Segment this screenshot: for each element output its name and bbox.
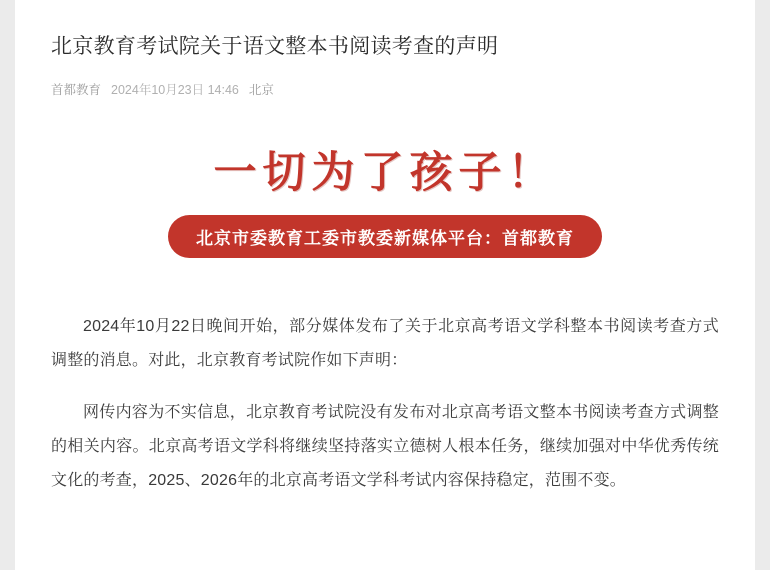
article-page	[15, 0, 755, 570]
article-body	[51, 310, 719, 498]
article-meta	[51, 80, 719, 98]
article-paragraph: 2024年10月22日晚间开始，部分媒体发布了关于北京高考语文学科整本书阅读考查方式调整的消息。对此，北京教育考试院作如下声明：	[51, 318, 719, 370]
banner-headline: 一切为了孩子！	[213, 148, 557, 199]
banner-platform-pill: 北京市委教育工委市教委新媒体平台：首都教育	[168, 215, 602, 258]
page-title: 北京教育考试院关于语文整本书阅读考查的声明	[51, 35, 499, 59]
meta-timestamp: 2024年10月23日 14:46	[111, 83, 239, 98]
meta-location: 北京	[248, 83, 274, 98]
meta-source: 首都教育	[51, 83, 102, 98]
promo-banner	[51, 150, 719, 258]
article-paragraph: 网传内容为不实信息，北京教育考试院没有发布对北京高考语文整本书阅读考查方式调整的相关内容。北京高考语文学科将继续坚持落实立德树人根本任务，继续加强对中华优秀传统文化的考查，2025、2026年的北京高考语文学科考试内容保持稳定，范围不变。	[51, 404, 719, 490]
